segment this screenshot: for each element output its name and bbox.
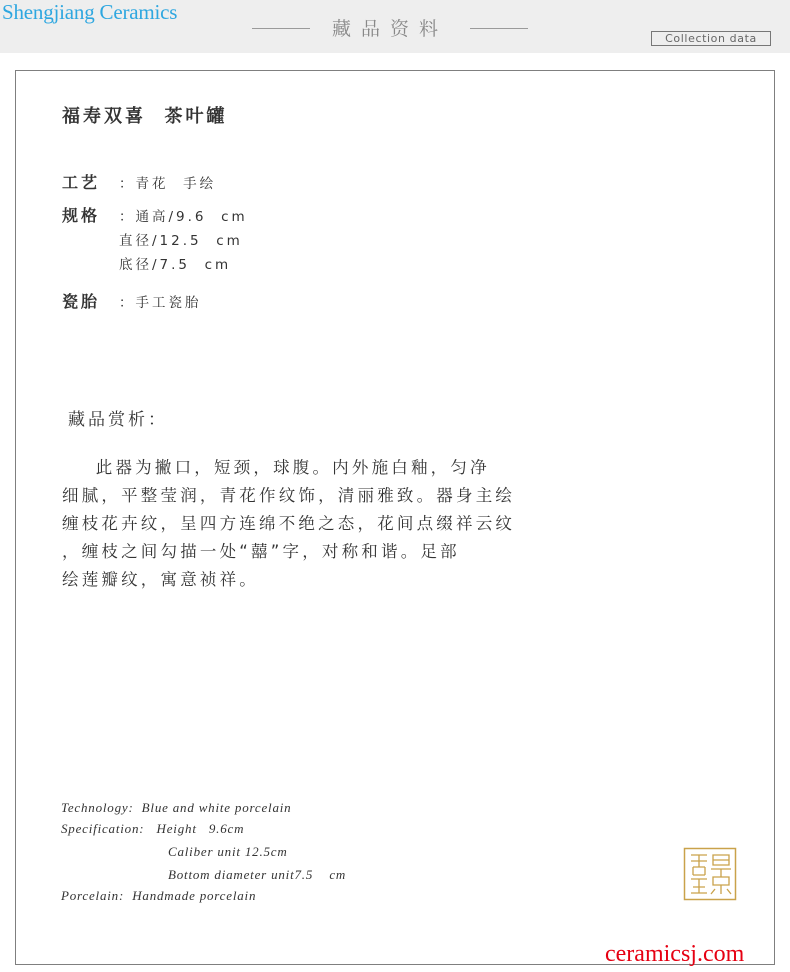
header-divider-right	[470, 28, 528, 29]
spec-height: ：通高/9.6 cm	[119, 209, 248, 225]
seal-stamp-icon	[683, 847, 737, 901]
product-title: 福寿双喜 茶叶罐	[62, 106, 228, 127]
appreciation-paragraph	[62, 454, 552, 594]
paragraph-line: 绘莲瓣纹，寓意祯祥。	[62, 570, 259, 589]
body-value: ：手工瓷胎	[119, 295, 202, 311]
spec-base-diameter: 底径/7.5 cm	[119, 257, 232, 273]
header-bar	[0, 0, 790, 53]
brand-logo-text: Shengjiang Ceramics	[2, 0, 178, 24]
header-subtitle-badge: Collection data	[651, 31, 771, 46]
appreciation-title: 藏品赏析：	[68, 410, 168, 430]
en-bottom-diameter: Bottom diameter unit7.5 cm	[168, 867, 347, 882]
watermark-text: ceramicsj.com	[605, 941, 745, 967]
paragraph-line: ，缠枝之间勾描一处“囍”字，对称和谐。足部	[62, 542, 460, 561]
spec-diameter: 直径/12.5 cm	[119, 233, 243, 249]
en-specification: Specification: Height 9.6cm	[61, 821, 245, 836]
en-technology: Technology: Blue and white porcelain	[61, 800, 292, 815]
paragraph-line: 缠枝花卉纹，呈四方连绵不绝之态，花间点缀祥云纹	[62, 514, 516, 533]
paragraph-line: 细腻，平整莹润，青花作纹饰，清丽雅致。器身主绘	[62, 486, 516, 505]
en-caliber: Caliber unit 12.5cm	[168, 844, 288, 859]
en-porcelain: Porcelain: Handmade porcelain	[61, 888, 257, 903]
header-divider-left	[252, 28, 310, 29]
craft-value: ：青花 手绘	[119, 176, 217, 192]
paragraph-line: 此器为撇口，短颈，球腹。内外施白釉，匀净	[62, 458, 490, 477]
header-title: 藏品资料	[331, 18, 448, 40]
craft-label: 工艺	[62, 173, 101, 192]
spec-label: 规格	[62, 206, 101, 225]
body-label: 瓷胎	[62, 292, 101, 311]
